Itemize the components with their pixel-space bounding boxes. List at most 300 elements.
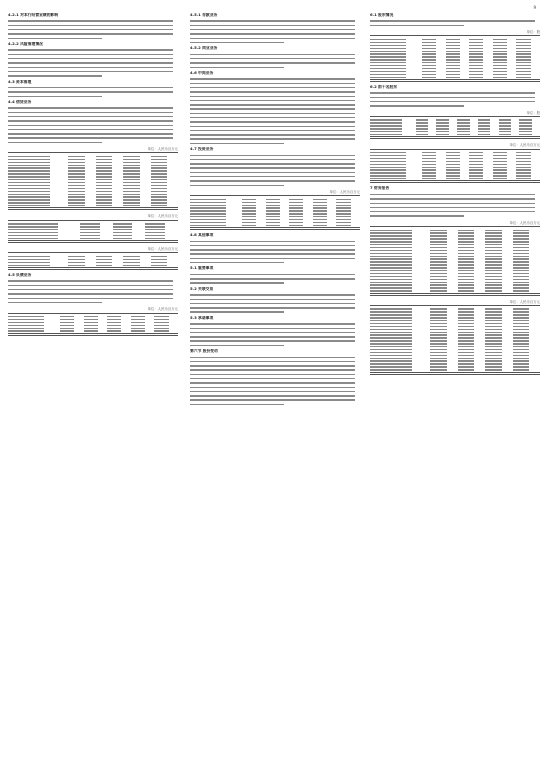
cell-line [96, 265, 112, 266]
table-cell [8, 329, 60, 332]
table-caption: 单位：人民币百万元 [509, 299, 540, 304]
text-line [8, 133, 173, 134]
text-line [190, 395, 355, 396]
table-rule [8, 220, 178, 221]
table-cell [370, 368, 430, 371]
table-row [8, 204, 178, 207]
table-cell [458, 289, 485, 292]
cell-line [123, 265, 139, 266]
text-line [190, 143, 284, 144]
table-cell [422, 75, 446, 78]
text-line [190, 328, 355, 329]
cell-line [8, 265, 50, 266]
text-line [190, 274, 355, 275]
text-line [8, 75, 102, 76]
table-cell [370, 177, 422, 180]
text-line [190, 340, 355, 341]
table-cell [123, 263, 150, 266]
table-cell [68, 263, 95, 266]
table-cell [289, 223, 313, 226]
cell-line [242, 225, 256, 226]
table-caption: 单位：人民币百万元 [509, 143, 540, 148]
text-line [190, 172, 355, 173]
text-line [370, 194, 535, 195]
text-line [8, 25, 173, 26]
text-line [370, 105, 464, 106]
table-row [190, 223, 360, 226]
text-line [190, 62, 355, 63]
table-cell [190, 223, 242, 226]
section-heading: 5.2 关联交易 [190, 286, 214, 291]
column-left [8, 10, 178, 760]
table-cell [469, 75, 493, 78]
cell-line [370, 369, 412, 370]
table-cell [8, 263, 68, 266]
section-heading: 4.5 负债业务 [8, 272, 32, 277]
cell-line [123, 205, 139, 206]
text-line [8, 129, 173, 130]
table-cell [68, 204, 95, 207]
table-cell [113, 236, 146, 239]
text-line [190, 29, 355, 30]
table-total-rule [8, 333, 178, 336]
text-line [190, 42, 284, 43]
cell-line [485, 369, 501, 370]
text-line [190, 404, 284, 405]
table-rule [370, 305, 540, 306]
table-total-rule [8, 267, 178, 270]
cell-line [485, 290, 501, 291]
cell-line [416, 134, 428, 135]
table-cell [485, 368, 512, 371]
section-text [190, 274, 360, 284]
cell-line [336, 225, 350, 226]
section-text [190, 323, 360, 346]
text-line [190, 282, 284, 283]
cell-line [96, 205, 112, 206]
table-cell [493, 177, 517, 180]
table-cell [84, 329, 108, 332]
table-row [8, 329, 178, 332]
table-cell [446, 177, 470, 180]
text-line [190, 241, 355, 242]
section-text [190, 294, 360, 313]
text-line [8, 280, 173, 281]
data-table [8, 214, 178, 243]
table-caption: 单位：人民币百万元 [147, 307, 178, 312]
text-line [190, 134, 355, 135]
text-line [8, 112, 173, 113]
table-cell [416, 132, 437, 135]
cell-line [313, 225, 327, 226]
text-line [190, 33, 355, 34]
text-line [8, 67, 173, 68]
text-line [190, 96, 355, 97]
section-text [190, 54, 360, 68]
section-text [8, 20, 178, 39]
data-table [370, 221, 540, 296]
cell-line [519, 134, 531, 135]
section-text [8, 280, 178, 303]
table-rule [370, 35, 540, 36]
table-total-rule [370, 372, 540, 375]
text-line [190, 311, 284, 312]
cell-line [370, 77, 406, 78]
cell-line [493, 77, 507, 78]
text-line [8, 20, 173, 21]
text-line [370, 203, 535, 204]
section-text [190, 357, 360, 405]
table-caption: 单位：股 [526, 110, 540, 115]
text-line [190, 155, 355, 156]
text-line [370, 215, 464, 216]
table-total-rule [370, 293, 540, 296]
section-text [370, 92, 540, 106]
text-line [190, 185, 284, 186]
cell-line [80, 238, 100, 239]
table-cell [80, 236, 113, 239]
cell-line [107, 330, 121, 331]
cell-line [370, 290, 412, 291]
table-row [370, 177, 540, 180]
text-line [8, 49, 173, 50]
table-cell [516, 75, 540, 78]
table-cell [123, 204, 150, 207]
table-row [370, 289, 540, 292]
section-heading: 6.1 股东情况 [370, 13, 394, 17]
text-line [190, 113, 355, 114]
cell-line [131, 330, 145, 331]
text-line [8, 38, 102, 39]
column-right [370, 10, 540, 760]
table-cell [60, 329, 84, 332]
table-cell [430, 368, 457, 371]
table-cell [313, 223, 337, 226]
table-cell [131, 329, 155, 332]
cell-line [457, 134, 469, 135]
cell-line [154, 330, 168, 331]
text-line [190, 87, 355, 88]
text-line [190, 369, 355, 370]
text-line [8, 107, 173, 108]
text-line [8, 58, 173, 59]
table-cell [430, 289, 457, 292]
table-cell [242, 223, 266, 226]
text-line [8, 302, 102, 303]
table-cell [370, 132, 416, 135]
section-heading: 5.3 承诺事项 [190, 315, 214, 320]
table-rule [370, 149, 540, 150]
text-line [370, 211, 535, 212]
text-line [190, 382, 355, 383]
table-cell [8, 236, 80, 239]
data-table [370, 143, 540, 183]
text-line [190, 67, 284, 68]
section-heading: 6.2 前十名股东 [370, 84, 398, 89]
cell-line [8, 205, 50, 206]
text-line [190, 20, 355, 21]
table-cell [96, 263, 123, 266]
cell-line [289, 225, 303, 226]
table-cell [469, 177, 493, 180]
text-line [190, 294, 355, 295]
text-line [190, 323, 355, 324]
cell-line [430, 290, 446, 291]
table-rule [8, 313, 178, 314]
text-line [190, 58, 355, 59]
text-line [370, 97, 535, 98]
text-line [8, 91, 173, 92]
data-table [8, 247, 178, 270]
text-line [8, 54, 173, 55]
text-line [370, 198, 535, 199]
cell-line [60, 330, 74, 331]
table-caption: 单位：人民币百万元 [147, 147, 178, 152]
table-rule [370, 116, 540, 117]
text-line [190, 104, 355, 105]
cell-line [458, 369, 474, 370]
cell-line [370, 134, 402, 135]
table-cell [151, 204, 178, 207]
table-row [8, 236, 178, 239]
table-total-rule [8, 207, 178, 210]
text-line [190, 117, 355, 118]
table-cell [519, 132, 540, 135]
table-cell [436, 132, 457, 135]
text-line [190, 83, 355, 84]
text-line [190, 357, 355, 358]
text-line [8, 293, 173, 294]
text-line [190, 138, 355, 139]
text-line [190, 249, 355, 250]
cell-line [68, 205, 84, 206]
table-cell [266, 223, 290, 226]
section-text [8, 87, 178, 97]
cell-line [478, 134, 490, 135]
text-line [190, 336, 355, 337]
table-caption: 单位：人民币百万元 [147, 247, 178, 252]
text-line [8, 120, 173, 121]
text-line [190, 130, 355, 131]
table-rule [8, 252, 178, 253]
section-text [190, 155, 360, 186]
text-line [190, 25, 355, 26]
data-table [8, 147, 178, 210]
section-heading: 4.6 中间业务 [190, 71, 214, 75]
section-heading: 4.8 其他事项 [190, 233, 214, 238]
cell-line [469, 77, 483, 78]
text-line [8, 29, 173, 30]
table-cell [370, 75, 422, 78]
table-cell [458, 368, 485, 371]
text-line [190, 258, 355, 259]
data-table [8, 307, 178, 336]
text-line [190, 167, 355, 168]
section-heading: 4.5.2 同业业务 [190, 46, 218, 51]
text-line [190, 159, 355, 160]
text-line [190, 278, 355, 279]
cell-line [266, 225, 280, 226]
cell-line [458, 290, 474, 291]
table-total-rule [370, 180, 540, 183]
text-line [190, 365, 355, 366]
text-line [190, 38, 355, 39]
text-line [190, 374, 355, 375]
text-line [190, 180, 355, 181]
text-line [190, 387, 355, 388]
table-cell [336, 223, 360, 226]
text-line [190, 299, 355, 300]
cell-line [446, 77, 460, 78]
section-heading: 4.3 资本管理 [8, 79, 32, 84]
table-cell [154, 329, 178, 332]
section-heading: 4.2.1 对本行经营业绩的影响 [8, 13, 59, 17]
text-line [8, 62, 173, 63]
cell-line [151, 205, 167, 206]
text-line [370, 92, 535, 93]
table-caption: 单位：人民币百万元 [509, 220, 540, 225]
cell-line [8, 330, 44, 331]
text-line [190, 262, 284, 263]
cell-line [493, 178, 507, 179]
table-caption: 单位：人民币百万元 [147, 214, 178, 219]
text-line [190, 126, 355, 127]
text-line [190, 163, 355, 164]
data-table [370, 30, 540, 82]
table-total-rule [190, 227, 360, 230]
text-line [8, 125, 173, 126]
cell-line [151, 265, 167, 266]
table-cell [513, 289, 540, 292]
text-line [370, 101, 535, 102]
text-line [8, 137, 173, 138]
cell-line [430, 369, 446, 370]
section-heading: 4.5.1 存款业务 [190, 13, 218, 17]
data-table [370, 300, 540, 375]
section-text [370, 20, 540, 26]
cell-line [513, 290, 529, 291]
section-text [190, 78, 360, 144]
table-total-rule [370, 136, 540, 139]
table-cell [499, 132, 520, 135]
text-line [190, 245, 355, 246]
text-line [8, 33, 173, 34]
table-cell [96, 204, 123, 207]
cell-line [422, 178, 436, 179]
cell-line [84, 330, 98, 331]
text-line [8, 285, 173, 286]
table-row [8, 263, 178, 266]
cell-line [113, 238, 133, 239]
cell-line [513, 369, 529, 370]
text-line [190, 91, 355, 92]
section-text [190, 241, 360, 264]
cell-line [422, 77, 436, 78]
cell-line [446, 178, 460, 179]
text-line [190, 378, 355, 379]
table-cell [493, 75, 517, 78]
column-middle [190, 10, 360, 760]
table-cell [485, 289, 512, 292]
text-line [370, 20, 535, 21]
table-cell [370, 289, 430, 292]
text-line [190, 176, 355, 177]
table-cell [516, 177, 540, 180]
cell-line [516, 178, 530, 179]
cell-line [370, 178, 406, 179]
table-rule [8, 152, 178, 153]
cell-line [8, 238, 58, 239]
text-line [190, 303, 355, 304]
text-line [8, 87, 173, 88]
text-line [370, 207, 535, 208]
text-line [190, 100, 355, 101]
text-line [190, 391, 355, 392]
section-text [8, 49, 178, 76]
cell-line [190, 225, 226, 226]
cell-line [68, 265, 84, 266]
section-text [370, 194, 540, 217]
table-cell [107, 329, 131, 332]
table-caption: 单位：人民币百万元 [329, 189, 360, 194]
table-row [370, 132, 540, 135]
text-line [8, 289, 173, 290]
text-line [190, 78, 355, 79]
text-line [190, 253, 355, 254]
table-total-rule [8, 240, 178, 243]
page-number: 9 [533, 5, 536, 10]
text-line [190, 307, 355, 308]
section-heading: 第六节 股份变动 [190, 349, 218, 354]
section-heading: 5.1 重要事项 [190, 266, 214, 271]
table-row [370, 368, 540, 371]
text-line [8, 142, 102, 143]
table-cell [446, 75, 470, 78]
table-cell [8, 204, 68, 207]
table-cell [145, 236, 178, 239]
cell-line [436, 134, 448, 135]
text-line [190, 345, 284, 346]
text-line [8, 116, 173, 117]
data-table [370, 111, 540, 140]
cell-line [145, 238, 165, 239]
table-caption: 单位：股 [526, 30, 540, 35]
table-rule [190, 195, 360, 196]
table-cell [513, 368, 540, 371]
text-line [190, 121, 355, 122]
text-line [190, 108, 355, 109]
table-cell [478, 132, 499, 135]
data-table [190, 190, 360, 230]
cell-line [516, 77, 530, 78]
section-text [190, 20, 360, 43]
text-line [190, 361, 355, 362]
table-cell [422, 177, 446, 180]
text-line [8, 298, 173, 299]
text-line [370, 25, 464, 26]
table-rule [370, 226, 540, 227]
section-text [8, 107, 178, 143]
table-cell [457, 132, 478, 135]
section-heading: 4.2.2 风险管理情况 [8, 42, 43, 46]
table-row [370, 75, 540, 78]
cell-line [499, 134, 511, 135]
text-line [8, 71, 173, 72]
table-cell [151, 263, 178, 266]
cell-line [469, 178, 483, 179]
text-line [190, 332, 355, 333]
section-heading: 4.7 投资业务 [190, 147, 214, 152]
